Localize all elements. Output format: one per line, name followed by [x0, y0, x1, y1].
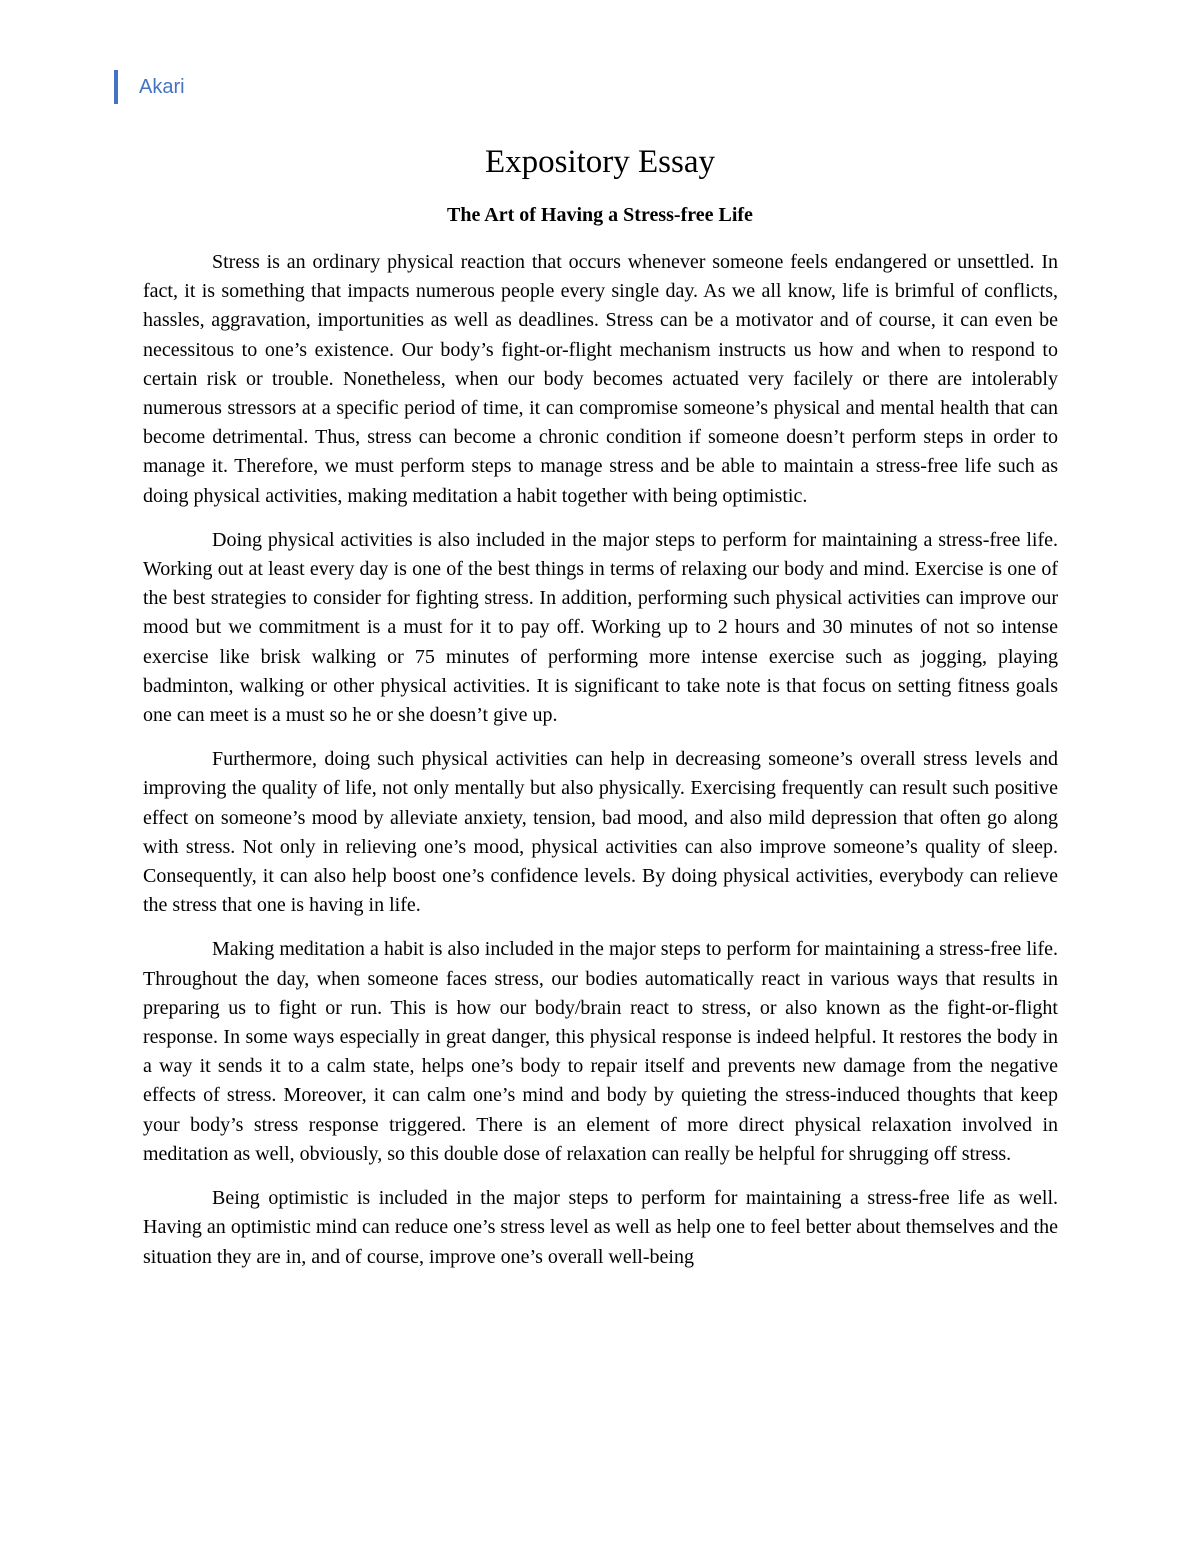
header-accent-bar — [114, 70, 118, 104]
essay-paragraph-5: Being optimistic is included in the major steps to perform for maintaining a stress-free life as well. Having an optimistic mind can reduce one’s stress level as well as help one to feel better about themselves and the situation they are in, and of course, improve one’s overall well-being — [143, 1187, 1058, 1268]
page-header — [114, 70, 185, 104]
essay-paragraph-3: Furthermore, doing such physical activities can help in decreasing someone’s overall stress levels and improving the quality of life, not only mentally but also physically. Exercising frequently can result such positive effect on someone’s mood by alleviate anxiety, tension, bad mood, and also mild depression that often go along with stress. Not only in relieving one’s mood, physical activities can also improve someone’s quality of sleep. Consequently, it can also help boost one’s confidence levels. By doing physical activities, everybody can relieve the stress that one is having in life. — [143, 748, 1058, 917]
essay-subtitle: The Art of Having a Stress-free Life — [447, 204, 753, 226]
essay-body — [143, 248, 1058, 1287]
essay-paragraph-4: Making meditation a habit is also included in the major steps to perform for maintaining a stress-free life. Throughout the day, when someone faces stress, our bodies automatically react in various ways that results in preparing us to fight or run. This is how our body/brain react to stress, or also known as the fight-or-flight response. In some ways especially in great danger, this physical response is indeed helpful. It restores the body in a way it sends it to a calm state, helps one’s body to repair itself and prevents new damage from the negative effects of stress. Moreover, it can calm one’s mind and body by quieting the stress-induced thoughts that keep your body’s stress response triggered. There is an element of more direct physical relaxation involved in meditation as well, obviously, so this double dose of relaxation can really be helpful for shrugging off stress. — [143, 938, 1058, 1165]
header-author-name: Akari — [139, 76, 185, 98]
essay-paragraph-1: Stress is an ordinary physical reaction that occurs whenever someone feels endangered or unsettled. In fact, it is something that impacts numerous people every single day. As we all know, life is brimful of conflicts, hassles, aggravation, importunities as well as deadlines. Stress can be a motivator and of course, it can even be necessitous to one’s existence. Our body’s fight-or-flight mechanism instructs us how and when to respond to certain risk or trouble. Nonetheless, when our body becomes actuated very facilely or there are intolerably numerous stressors at a specific period of time, it can compromise someone’s physical and mental health that can become detrimental. Thus, stress can become a chronic condition if someone doesn’t perform steps in order to manage it. Therefore, we must perform steps to manage stress and be able to maintain a stress-free life such as doing physical activities, making meditation a habit together with being optimistic. — [143, 251, 1058, 507]
essay-paragraph-2: Doing physical activities is also included in the major steps to perform for maintaining a stress-free life. Working out at least every day is one of the best things in terms of relaxing our body and mind. Exercise is one of the best strategies to consider for fighting stress. In addition, performing such physical activities can improve our mood but we commitment is a must for it to pay off. Working up to 2 hours and 30 minutes of not so intense exercise like brisk walking or 75 minutes of performing more intense exercise such as jogging, playing badminton, walking or other physical activities. It is significant to take note is that focus on setting fitness goals one can meet is a must so he or she doesn’t give up. — [143, 528, 1058, 727]
document-title: Expository Essay — [484, 144, 716, 180]
